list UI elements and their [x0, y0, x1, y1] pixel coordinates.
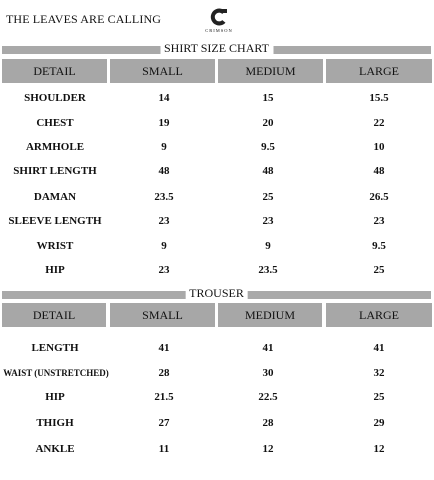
row-detail: HIP [45, 391, 65, 403]
row-detail: WRIST [36, 240, 74, 252]
row-medium: 23 [262, 215, 274, 227]
table-row [0, 390, 434, 404]
row-small: 9 [161, 240, 167, 252]
row-small: 23 [158, 264, 170, 276]
header-detail: DETAIL [2, 59, 107, 83]
row-large: 25 [373, 391, 385, 403]
row-detail: LENGTH [31, 342, 79, 354]
table-row [0, 140, 434, 154]
row-small: 41 [158, 342, 170, 354]
header-detail: DETAIL [2, 303, 106, 327]
row-detail: HIP [45, 264, 65, 276]
row-small: 21.5 [154, 391, 174, 403]
table-row [0, 190, 434, 204]
table-row [0, 214, 434, 228]
header-large: LARGE [326, 303, 432, 327]
brand-logo [204, 6, 234, 33]
row-small: 23.5 [154, 191, 174, 203]
row-large: 25 [373, 264, 385, 276]
row-detail: SHIRT LENGTH [13, 165, 97, 177]
row-medium: 15 [262, 92, 274, 104]
row-medium: 12 [262, 443, 274, 455]
row-medium: 22.5 [258, 391, 278, 403]
trouser-header-row [2, 303, 432, 327]
shirt-header-row [2, 59, 432, 83]
table-row [0, 263, 434, 277]
logo-text: CRIMSON [205, 28, 233, 33]
table-row [0, 442, 434, 456]
header-small: SMALL [110, 59, 215, 83]
header-medium: MEDIUM [218, 303, 322, 327]
header-small: SMALL [110, 303, 215, 327]
trouser-section-bar [2, 287, 431, 299]
row-medium: 9 [265, 240, 271, 252]
row-medium: 30 [262, 367, 274, 379]
row-large: 10 [373, 141, 385, 153]
row-large: 26.5 [369, 191, 389, 203]
header-medium: MEDIUM [218, 59, 323, 83]
row-detail: SLEEVE LENGTH [8, 215, 102, 227]
row-medium: 41 [262, 342, 274, 354]
row-detail: ARMHOLE [25, 141, 85, 153]
brand-title: THE LEAVES ARE CALLING [6, 12, 161, 26]
row-medium: 48 [262, 165, 274, 177]
header-large: LARGE [326, 59, 432, 83]
crimson-c-logo-icon [208, 6, 230, 28]
row-large: 22 [373, 117, 385, 129]
row-medium: 9.5 [261, 141, 275, 153]
row-small: 23 [158, 215, 170, 227]
shirt-section-bar [2, 42, 431, 54]
row-small: 11 [158, 443, 170, 455]
row-detail: ANKLE [35, 443, 75, 455]
table-row [0, 366, 434, 380]
table-row [0, 116, 434, 130]
row-medium: 28 [262, 417, 274, 429]
row-large: 29 [373, 417, 385, 429]
trouser-section-title: TROUSER [185, 286, 248, 300]
row-small: 19 [158, 117, 170, 129]
row-medium: 23.5 [258, 264, 278, 276]
row-large: 23 [373, 215, 385, 227]
row-detail: DAMAN [33, 191, 77, 203]
row-large: 15.5 [369, 92, 389, 104]
table-row [0, 239, 434, 253]
row-small: 14 [158, 92, 170, 104]
row-small: 9 [161, 141, 167, 153]
row-detail: THIGH [36, 417, 74, 429]
row-detail: SHOULDER [24, 92, 86, 104]
row-large: 12 [373, 443, 385, 455]
table-row [0, 341, 434, 355]
row-small: 48 [158, 165, 170, 177]
row-small: 28 [158, 367, 170, 379]
table-row [0, 416, 434, 430]
table-row [0, 91, 434, 105]
row-medium: 25 [262, 191, 274, 203]
shirt-section-title: SHIRT SIZE CHART [160, 41, 273, 55]
row-small: 27 [158, 417, 170, 429]
row-detail: WAIST (UNSTRETCHED) [3, 368, 109, 378]
row-detail: CHEST [36, 117, 74, 129]
row-large: 41 [373, 342, 385, 354]
row-large: 32 [373, 367, 385, 379]
row-large: 48 [373, 165, 385, 177]
table-row [0, 164, 434, 178]
row-large: 9.5 [372, 240, 386, 252]
row-medium: 20 [262, 117, 274, 129]
